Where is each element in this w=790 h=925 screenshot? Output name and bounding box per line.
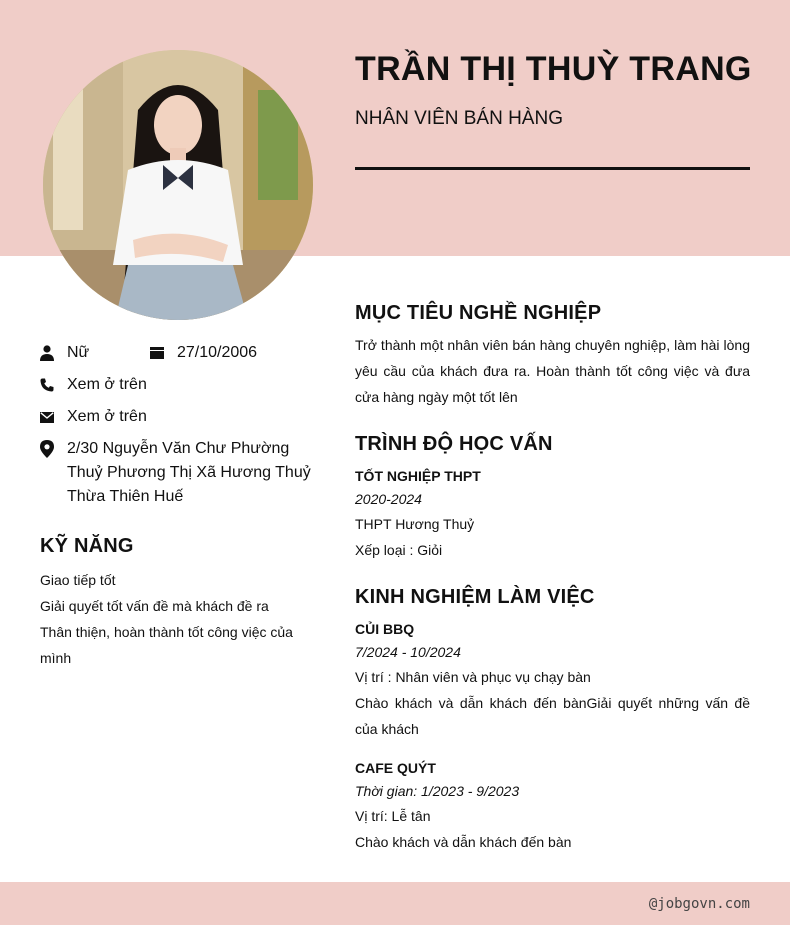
objective-text: Trở thành một nhân viên bán hàng chuyên nghiệp, làm hài lòng yêu cầu của khách đưa ra. Hoàn thành tốt công việc và đưa cửa hàng ngày một tốt lên [355,337,750,405]
birthdate-row [150,341,257,365]
skill-item: Giao tiếp tốt [40,572,116,588]
education-period: 2020-2024 [355,491,422,507]
email-value: Xem ở trên [67,408,147,425]
birthdate-value: 27/10/2006 [177,344,258,361]
person-icon [40,341,54,365]
skills-heading: KỸ NĂNG [40,535,134,557]
job-period: Thời gian: 1/2023 - 9/2023 [355,783,520,799]
experience-heading: KINH NGHIỆM LÀM VIỆC [355,586,595,608]
phone-row [40,373,147,397]
gender-value: Nữ [67,344,90,361]
skill-item: Thân thiện, hoàn thành tốt công việc của mình [40,624,293,666]
skill-item: Giải quyết tốt vấn đề mà khách đề ra [40,598,269,614]
education-heading: TRÌNH ĐỘ HỌC VẤN [355,433,553,455]
education-school: THPT Hương Thuỷ [355,516,475,532]
candidate-name: TRẦN THỊ THUỲ TRANG [355,50,752,88]
skills-list [40,567,310,671]
address-row [40,437,315,509]
education-grade: Xếp loại : Giỏi [355,542,443,558]
email-icon [40,405,54,429]
job-company: CỦI BBQ [355,621,415,637]
job-title: NHÂN VIÊN BÁN HÀNG [355,108,563,129]
address-value: 2/30 Nguyễn Văn Chư Phường Thuỷ Phương Thị Xã Hương Thuỷ Thừa Thiên Huế [67,440,311,505]
profile-photo [43,50,313,320]
job-position: Vị trí: Lễ tân [355,808,431,824]
phone-value: Xem ở trên [67,376,147,393]
header-divider [355,167,750,170]
calendar-icon [150,341,164,365]
phone-icon [40,373,54,397]
objective-heading: MỤC TIÊU NGHỀ NGHIỆP [355,302,602,324]
site-watermark: @jobgovn.com [648,896,750,912]
job-description: Chào khách và dẫn khách đến bàn [355,834,572,850]
job-description: Chào khách và dẫn khách đến bànGiải quyết những vấn đề của khách [355,695,750,737]
job-company: CAFE QUÝT [355,760,436,776]
location-pin-icon [40,437,54,461]
job-period: 7/2024 - 10/2024 [355,644,461,660]
gender-row [40,341,89,365]
email-row [40,405,147,429]
job-position: Vị trí : Nhân viên và phục vụ chạy bàn [355,669,591,685]
education-degree: TỐT NGHIỆP THPT [355,468,481,484]
